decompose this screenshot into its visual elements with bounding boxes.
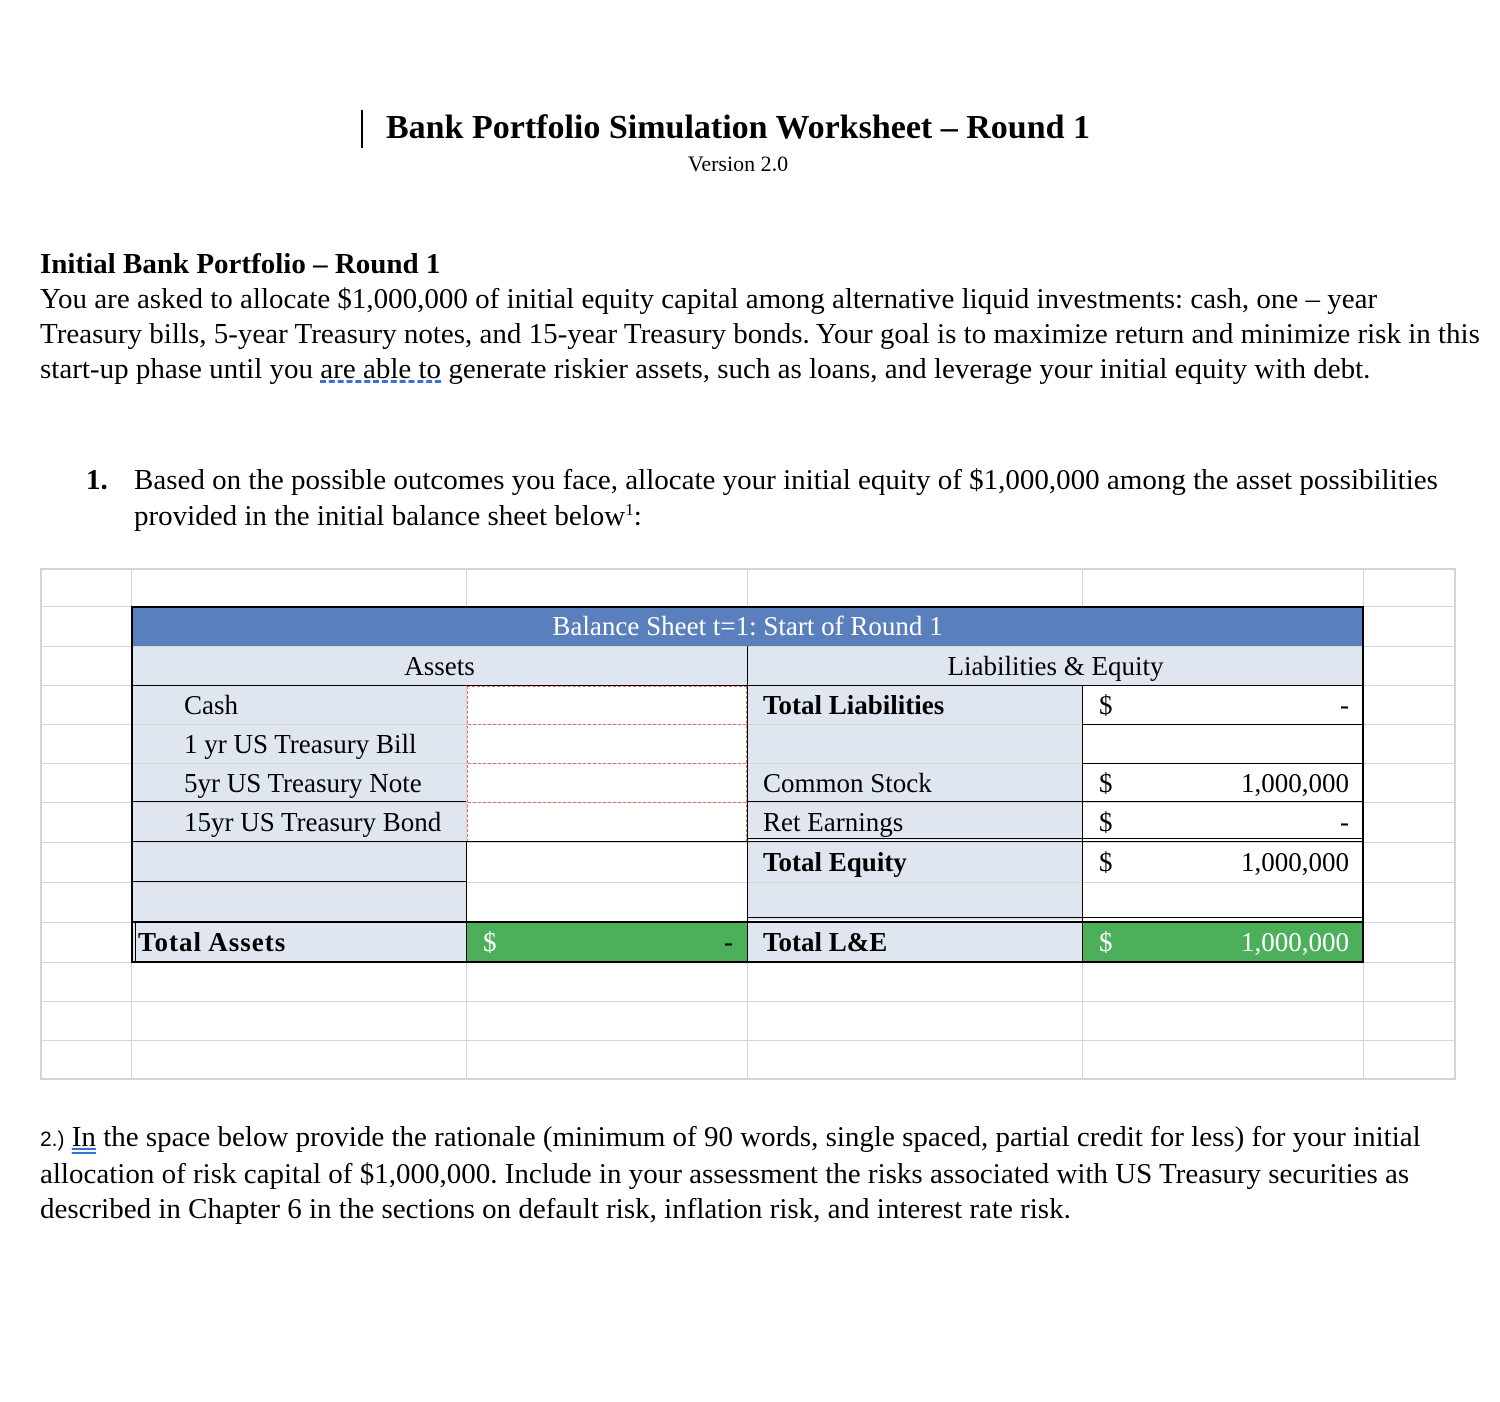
ret-earnings-amount: - — [1340, 807, 1349, 837]
common-stock-amount: 1,000,000 — [1241, 768, 1349, 798]
total-assets-amount: - — [724, 927, 733, 957]
question-1-number: 1. — [86, 464, 108, 496]
intro-paragraph — [40, 282, 1480, 387]
footnote-marker[interactable]: 1 — [625, 500, 634, 519]
currency-symbol: $ — [483, 927, 497, 957]
total-equity-amount: 1,000,000 — [1241, 847, 1349, 877]
question-2-text: the space below provide the rationale (minimum of 90 words, single spaced, partial credit for less) for your initial allocation of risk capital of $1,000,000. Include in your assessment the risks associated with US Treasury securities as described in Chapter 6 in the sections on default risk, inflation risk, and interest rate risk. — [40, 1121, 1421, 1225]
intro-text-2: generate riskier assets, such as loans, and leverage your initial equity with debt. — [441, 353, 1371, 385]
total-assets-label[interactable]: Total Assets — [132, 923, 466, 962]
currency-symbol: $ — [1099, 690, 1113, 720]
ret-earnings-value[interactable] — [1083, 803, 1363, 840]
question-2-underlined-word[interactable]: In — [71, 1121, 96, 1153]
total-equity-label[interactable]: Total Equity — [748, 843, 1082, 882]
tnote-amount-input[interactable] — [468, 765, 746, 803]
question-2-number: 2.) — [40, 1128, 65, 1151]
question-1-body: Based on the possible outcomes you face, allocate your initial equity of $1,000,000 among the asset possibilities provided in the initial balance sheet below — [134, 464, 1438, 532]
total-assets-value[interactable] — [467, 923, 747, 962]
section-heading: Initial Bank Portfolio – Round 1 — [40, 248, 441, 280]
asset-row-tbill[interactable]: 1 yr US Treasury Bill — [132, 725, 466, 763]
currency-symbol: $ — [1099, 847, 1113, 877]
total-liabilities-label[interactable]: Total Liabilities — [748, 686, 1082, 724]
total-equity-value[interactable] — [1083, 843, 1363, 882]
common-stock-value[interactable] — [1083, 764, 1363, 802]
currency-symbol: $ — [1099, 807, 1113, 837]
question-1-end: : — [633, 500, 642, 532]
tbill-amount-input[interactable] — [468, 726, 746, 764]
tbond-amount-input[interactable] — [468, 804, 746, 841]
total-liabilities-value[interactable] — [1083, 686, 1363, 724]
asset-blank-row[interactable] — [132, 843, 466, 882]
common-stock-label[interactable]: Common Stock — [748, 764, 1082, 802]
text-cursor — [361, 110, 363, 148]
total-le-value[interactable] — [1083, 923, 1363, 962]
equity-blank-row[interactable] — [748, 883, 1082, 920]
liabilities-equity-header[interactable]: Liabilities & Equity — [748, 647, 1363, 685]
total-le-amount: 1,000,000 — [1241, 927, 1349, 957]
question-2-paragraph — [40, 1120, 1480, 1227]
ret-earnings-label[interactable]: Ret Earnings — [748, 803, 1082, 840]
intro-text-1: You are asked to allocate $1,000,000 of initial equity capital among alternative liquid investments: cash, one – year Treasury bills, 5-year Treasury notes, and 15-year Treasury bonds. Your goal is to maximize return and minimize risk in this start-up phase until you — [40, 283, 1480, 385]
cash-amount-input[interactable] — [468, 687, 746, 725]
asset-blank-row[interactable] — [132, 883, 466, 922]
balance-sheet-header[interactable]: Balance Sheet t=1: Start of Round 1 — [132, 607, 1363, 646]
asset-row-cash[interactable]: Cash — [132, 686, 466, 724]
asset-row-tnote[interactable]: 5yr US Treasury Note — [132, 764, 466, 802]
assets-header[interactable]: Assets — [132, 647, 747, 685]
total-le-label[interactable]: Total L&E — [748, 923, 1082, 962]
currency-symbol: $ — [1099, 927, 1113, 957]
document-title: Bank Portfolio Simulation Worksheet – Round 1 — [385, 109, 1091, 146]
currency-symbol: $ — [1099, 768, 1113, 798]
asset-row-tbond[interactable]: 15yr US Treasury Bond — [132, 803, 466, 842]
asset-input-range — [467, 686, 747, 842]
intro-underlined-text[interactable]: are able to — [320, 353, 442, 385]
question-1-text — [134, 462, 1454, 534]
document-version: Version 2.0 — [687, 151, 789, 176]
liabilities-blank-row[interactable] — [748, 725, 1082, 763]
total-liabilities-amount: - — [1340, 690, 1349, 720]
